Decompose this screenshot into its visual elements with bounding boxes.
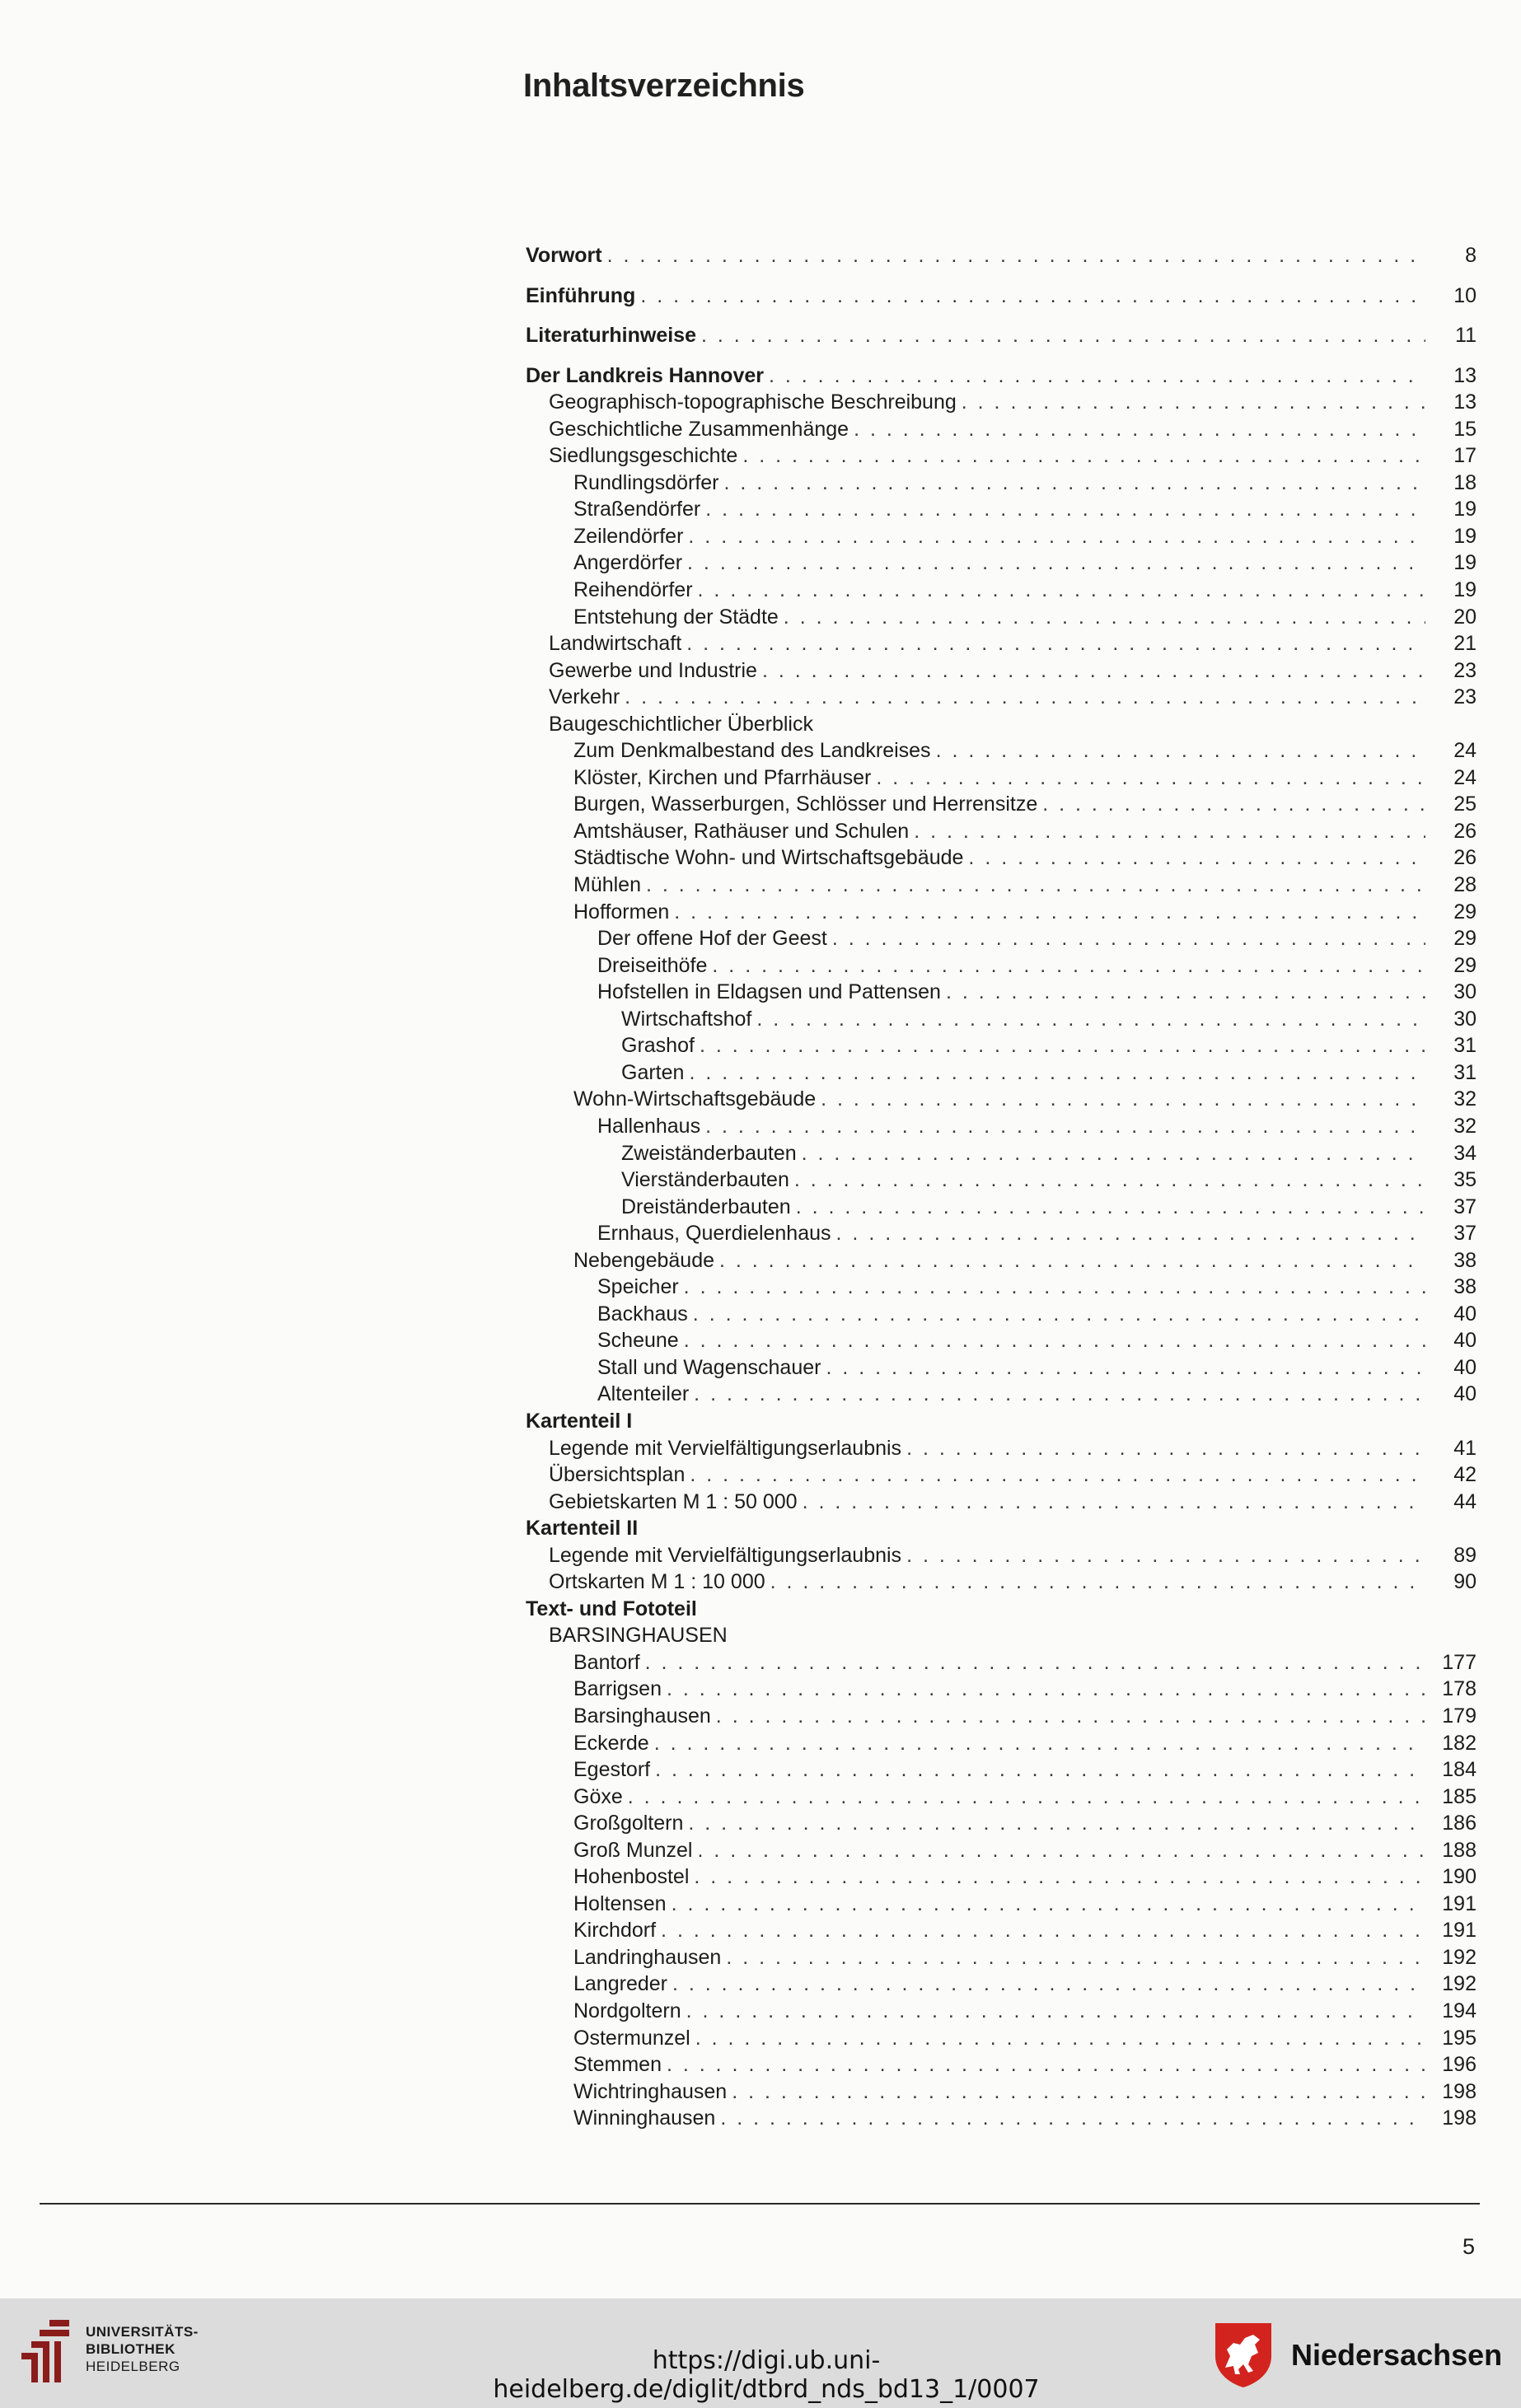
dot-leader: [689, 1059, 1425, 1087]
toc-entry-label: Angerdörfer: [573, 551, 683, 575]
toc-entry: [526, 242, 1477, 269]
toc-entry-page: 13: [1453, 363, 1477, 387]
dot-leader: [655, 1756, 1425, 1784]
dot-leader: [784, 604, 1425, 631]
toc-entry-page: 179: [1442, 1704, 1477, 1728]
dot-leader: [726, 1944, 1425, 1971]
dot-leader: [742, 442, 1425, 470]
toc-entry-page: 19: [1453, 578, 1477, 602]
toc-entry-page: 23: [1453, 658, 1477, 682]
toc-entry-page: 28: [1453, 873, 1477, 897]
toc-entry: [526, 2051, 1477, 2078]
dot-leader: [697, 1837, 1425, 1864]
dot-leader: [705, 496, 1425, 523]
toc-entry-page: 192: [1442, 1945, 1477, 1969]
toc-entry-label: Geschichtliche Zusammenhänge: [549, 417, 849, 441]
toc-entry-page: 30: [1453, 980, 1477, 1004]
toc-entry-label: Ernhaus, Querdielenhaus: [597, 1222, 831, 1246]
toc-entry-page: 34: [1453, 1141, 1477, 1165]
toc-entry-label: Text- und Fototeil: [526, 1597, 697, 1620]
lower-saxony-horse-icon[interactable]: [1212, 2320, 1275, 2389]
dot-leader: [690, 1461, 1425, 1489]
dot-leader: [661, 1917, 1425, 1944]
toc-entry: [526, 283, 1477, 310]
dot-leader: [968, 844, 1425, 872]
toc-entry: [526, 1167, 1477, 1194]
footer-rule: [40, 2203, 1480, 2205]
dot-leader: [946, 979, 1425, 1006]
toc-entry-label: Winninghausen: [573, 2106, 716, 2130]
toc-entry-page: 32: [1453, 1114, 1477, 1138]
dot-leader: [687, 549, 1425, 577]
toc-entry-page: 40: [1453, 1302, 1477, 1326]
toc-entry-label: Übersichtsplan: [549, 1463, 686, 1487]
toc-entry-label: Speicher: [597, 1275, 679, 1299]
toc-entry-page: 24: [1453, 765, 1477, 789]
toc-entry-page: 31: [1453, 1034, 1477, 1058]
dot-leader: [672, 1971, 1425, 1998]
toc-entry: [526, 2025, 1477, 2052]
table-of-contents: [526, 242, 1477, 2132]
toc-entry: [526, 1917, 1477, 1944]
toc-entry-page: 31: [1453, 1060, 1477, 1084]
toc-entry-page: 188: [1442, 1838, 1477, 1862]
toc-entry: [526, 1032, 1477, 1059]
toc-entry-label: Egestorf: [573, 1758, 651, 1782]
toc-entry-page: 191: [1442, 1891, 1477, 1915]
dot-leader: [802, 1140, 1425, 1167]
toc-entry-page: 24: [1453, 739, 1477, 763]
dot-leader: [732, 2078, 1425, 2106]
toc-entry: [526, 1596, 1477, 1623]
dot-leader: [962, 389, 1425, 416]
dot-leader: [654, 1730, 1425, 1757]
toc-entry-page: 30: [1453, 1007, 1477, 1031]
dot-leader: [876, 764, 1425, 792]
toc-entry-page: 10: [1453, 283, 1477, 307]
toc-entry: [526, 1703, 1477, 1730]
toc-entry: [526, 1408, 1477, 1435]
toc-entry: [526, 737, 1477, 764]
toc-entry: [526, 470, 1477, 497]
toc-entry-page: 40: [1453, 1382, 1477, 1406]
toc-entry-label: Garten: [621, 1060, 685, 1084]
toc-entry-page: 11: [1455, 324, 1477, 348]
toc-entry: [526, 1863, 1477, 1891]
toc-entry: [526, 604, 1477, 631]
toc-entry-page: 40: [1453, 1355, 1477, 1379]
toc-entry-page: 38: [1453, 1248, 1477, 1272]
toc-entry: [526, 549, 1477, 577]
toc-entry-label: Landringhausen: [573, 1945, 722, 1969]
toc-entry-label: Stall und Wagenschauer: [597, 1355, 821, 1379]
toc-entry-label: Dreiseithöfe: [597, 953, 708, 977]
dot-leader: [770, 1569, 1425, 1596]
toc-entry: [526, 1649, 1477, 1676]
toc-entry-label: Dreiständerbauten: [621, 1195, 791, 1218]
dot-leader: [836, 1220, 1425, 1247]
toc-entry-label: Ortskarten M 1 : 10 000: [549, 1570, 765, 1594]
dot-leader: [724, 470, 1426, 497]
toc-entry-page: 90: [1453, 1570, 1477, 1594]
toc-entry-page: 185: [1442, 1784, 1477, 1808]
toc-entry-page: 29: [1453, 953, 1477, 977]
toc-entry-label: Altenteiler: [597, 1382, 690, 1406]
toc-entry: [526, 1622, 1477, 1649]
dot-leader: [686, 1998, 1425, 2025]
toc-entry-page: 19: [1453, 551, 1477, 575]
toc-entry: [526, 389, 1477, 416]
dot-leader: [914, 818, 1425, 845]
toc-entry-label: Legende mit Vervielfältigungserlaubnis: [549, 1436, 902, 1460]
toc-entry: [526, 577, 1477, 604]
toc-entry-page: 19: [1453, 498, 1477, 521]
toc-entry-label: Legende mit Vervielfältigungserlaubnis: [549, 1543, 902, 1567]
dot-leader: [625, 684, 1425, 711]
toc-entry: [526, 1676, 1477, 1703]
toc-entry: [526, 979, 1477, 1006]
dot-leader: [1042, 791, 1425, 818]
toc-entry: [526, 684, 1477, 711]
toc-entry: [526, 1247, 1477, 1274]
toc-entry-page: 89: [1453, 1543, 1477, 1567]
toc-entry: [526, 523, 1477, 550]
toc-entry: [526, 1810, 1477, 1837]
toc-entry-label: Gewerbe und Industrie: [549, 658, 757, 682]
toc-entry-page: 184: [1442, 1758, 1477, 1782]
viewer-footer: [0, 2298, 1521, 2408]
toc-entry: [526, 1354, 1477, 1382]
toc-entry-label: Hofstellen in Eldagsen und Pattensen: [597, 980, 941, 1004]
toc-entry-page: 37: [1453, 1195, 1477, 1218]
toc-entry-label: Siedlungsgeschichte: [549, 444, 738, 468]
dot-leader: [762, 657, 1425, 685]
partner-name: Niedersachsen: [1291, 2338, 1503, 2372]
toc-entry: [526, 818, 1477, 845]
permalink-url[interactable]: https://digi.ub.uni-heidelberg.de/diglit/dtbrd_nds_bd13_1/0007: [493, 2346, 1040, 2404]
toc-entry: [526, 1756, 1477, 1784]
dot-leader: [684, 1327, 1425, 1354]
toc-entry-label: Hohenbostel: [573, 1865, 690, 1889]
toc-entry-label: Straßendörfer: [573, 498, 701, 521]
dot-leader: [756, 1006, 1425, 1033]
toc-entry-label: Zum Denkmalbestand des Landkreises: [573, 739, 931, 763]
toc-entry-label: Baugeschichtlicher Überblick: [549, 712, 813, 736]
dot-leader: [701, 322, 1425, 349]
toc-entry-label: Kartenteil II: [526, 1517, 639, 1541]
toc-entry-label: Bantorf: [573, 1650, 640, 1674]
dot-leader: [719, 1247, 1425, 1274]
toc-entry-page: 29: [1453, 900, 1477, 923]
toc-entry-label: Backhaus: [597, 1302, 688, 1326]
dot-leader: [684, 1274, 1425, 1301]
toc-entry: [526, 630, 1477, 657]
toc-entry-label: Barrigsen: [573, 1677, 662, 1701]
toc-entry: [526, 711, 1477, 738]
toc-entry-label: Literaturhinweise: [526, 324, 696, 348]
toc-entry-page: 178: [1442, 1677, 1477, 1701]
toc-entry-page: 198: [1442, 2079, 1477, 2103]
toc-entry: [526, 416, 1477, 443]
toc-entry: [526, 1274, 1477, 1301]
toc-entry-label: Städtische Wohn- und Wirtschaftsgebäude: [573, 846, 964, 870]
university-library-name: [86, 2323, 242, 2375]
dot-leader: [693, 1301, 1425, 1328]
library-name-line: HEIDELBERG: [86, 2359, 180, 2374]
toc-entry-label: Ostermunzel: [573, 2026, 690, 2050]
toc-entry-page: 182: [1442, 1731, 1477, 1755]
toc-entry: [526, 1837, 1477, 1864]
page-number: 5: [1462, 2234, 1475, 2259]
toc-entry: [526, 1220, 1477, 1247]
toc-entry-label: Wirtschaftshof: [621, 1007, 752, 1031]
toc-entry: [526, 1086, 1477, 1113]
toc-entry-label: Grashof: [621, 1034, 695, 1058]
toc-entry-page: 13: [1453, 390, 1477, 414]
toc-entry: [526, 791, 1477, 818]
toc-entry: [526, 1006, 1477, 1033]
dot-leader: [607, 242, 1425, 269]
toc-entry-label: Klöster, Kirchen und Pfarrhäuser: [573, 765, 872, 789]
library-name-line: UNIVERSITÄTS-: [86, 2324, 199, 2340]
toc-entry: [526, 1489, 1477, 1516]
toc-entry: [526, 657, 1477, 685]
toc-entry-page: 8: [1465, 244, 1477, 267]
toc-entry: [526, 1971, 1477, 1998]
toc-entry: [526, 1301, 1477, 1328]
toc-entry-page: 26: [1453, 846, 1477, 870]
toc-entry-label: Der offene Hof der Geest: [597, 927, 827, 951]
toc-entry: [526, 1891, 1477, 1918]
toc-entry-label: Langreder: [573, 1972, 667, 1996]
toc-entry-page: 23: [1453, 685, 1477, 709]
toc-entry: [526, 1569, 1477, 1596]
toc-entry-page: 177: [1442, 1650, 1477, 1674]
dot-leader: [694, 1381, 1425, 1408]
toc-entry-label: Groß Munzel: [573, 1838, 693, 1862]
toc-entry-label: Kirchdorf: [573, 1919, 657, 1943]
dot-leader: [821, 1086, 1425, 1113]
toc-entry: [526, 764, 1477, 792]
toc-entry-label: Landwirtschaft: [549, 632, 682, 656]
dot-leader: [712, 952, 1425, 980]
toc-entry-label: Göxe: [573, 1784, 623, 1808]
toc-entry-page: 29: [1453, 927, 1477, 951]
toc-entry-label: Scheune: [597, 1329, 679, 1353]
dot-leader: [672, 1891, 1425, 1918]
dot-leader: [640, 283, 1425, 310]
toc-entry-label: Vorwort: [526, 244, 602, 267]
toc-entry-page: 15: [1453, 417, 1477, 441]
toc-entry: [526, 1542, 1477, 1569]
toc-entry-label: Burgen, Wasserburgen, Schlösser und Herrensitze: [573, 793, 1038, 816]
toc-entry-page: 195: [1442, 2026, 1477, 2050]
dot-leader: [686, 630, 1425, 657]
toc-entry: [526, 1461, 1477, 1489]
toc-entry-label: Kartenteil I: [526, 1409, 633, 1433]
dot-leader: [667, 1676, 1425, 1703]
toc-entry: [526, 322, 1477, 349]
dot-leader: [803, 1489, 1425, 1516]
dot-leader: [906, 1435, 1425, 1462]
dot-leader: [646, 872, 1425, 899]
toc-entry-label: Zeilendörfer: [573, 524, 684, 548]
dot-leader: [720, 2105, 1425, 2132]
toc-entry-label: Wohn-Wirtschaftsgebäude: [573, 1087, 817, 1111]
toc-entry-label: Amtshäuser, Rathäuser und Schulen: [573, 819, 910, 843]
toc-entry-label: Verkehr: [549, 685, 620, 709]
toc-entry-label: Geographisch-topographische Beschreibung: [549, 390, 957, 414]
toc-entry-page: 21: [1453, 632, 1477, 656]
toc-entry: [526, 899, 1477, 926]
dot-leader: [906, 1542, 1425, 1569]
dot-leader: [688, 1810, 1425, 1837]
toc-entry-label: Holtensen: [573, 1891, 667, 1915]
toc-entry-label: Nordgoltern: [573, 1999, 681, 2022]
toc-entry-label: Barsinghausen: [573, 1704, 711, 1728]
toc-entry-label: Einführung: [526, 283, 636, 307]
toc-entry-page: 186: [1442, 1812, 1477, 1835]
toc-entry-page: 41: [1453, 1436, 1477, 1460]
toc-entry: [526, 952, 1477, 980]
toc-entry: [526, 1998, 1477, 2025]
toc-entry-label: Rundlingsdörfer: [573, 470, 719, 494]
dot-leader: [936, 737, 1425, 764]
toc-entry: [526, 1194, 1477, 1221]
dot-leader: [688, 523, 1425, 550]
toc-entry-label: Reihendörfer: [573, 578, 693, 602]
toc-entry-page: 196: [1442, 2053, 1477, 2077]
toc-entry-label: BARSINGHAUSEN: [549, 1624, 728, 1648]
toc-entry: [526, 1327, 1477, 1354]
dot-leader: [769, 362, 1425, 390]
toc-entry-label: Hofformen: [573, 900, 670, 923]
library-name-line: BIBLIOTHEK: [86, 2341, 176, 2357]
toc-entry: [526, 1059, 1477, 1087]
toc-entry: [526, 1381, 1477, 1408]
toc-entry-label: Nebengebäude: [573, 1248, 714, 1272]
toc-entry-page: 38: [1453, 1275, 1477, 1299]
toc-entry-page: 25: [1453, 793, 1477, 816]
toc-entry-page: 20: [1453, 605, 1477, 629]
toc-entry-page: 18: [1453, 470, 1477, 494]
dot-leader: [796, 1194, 1425, 1221]
toc-entry: [526, 2105, 1477, 2132]
toc-entry-label: Wichtringhausen: [573, 2079, 728, 2103]
university-library-logo-icon[interactable]: [16, 2317, 73, 2386]
toc-entry-label: Stemmen: [573, 2053, 662, 2077]
toc-entry: [526, 1784, 1477, 1811]
toc-entry-page: 19: [1453, 524, 1477, 548]
toc-entry-label: Zweiständerbauten: [621, 1141, 797, 1165]
toc-entry-page: 40: [1453, 1329, 1477, 1353]
toc-entry: [526, 1730, 1477, 1757]
toc-entry: [526, 442, 1477, 470]
toc-entry: [526, 1113, 1477, 1140]
page-title: Inhaltsverzeichnis: [523, 68, 805, 104]
toc-entry-page: 194: [1442, 1999, 1477, 2022]
toc-entry-label: Entstehung der Städte: [573, 605, 779, 629]
toc-entry: [526, 1944, 1477, 1971]
dot-leader: [826, 1354, 1425, 1382]
toc-entry-label: Vierständerbauten: [621, 1168, 789, 1192]
toc-entry-page: 190: [1442, 1865, 1477, 1889]
dot-leader: [705, 1113, 1425, 1140]
toc-entry-page: 26: [1453, 819, 1477, 843]
dot-leader: [700, 1032, 1425, 1059]
toc-entry: [526, 2078, 1477, 2106]
dot-leader: [667, 2051, 1425, 2078]
toc-entry-label: Mühlen: [573, 873, 641, 897]
toc-entry-label: Gebietskarten M 1 : 50 000: [549, 1489, 798, 1513]
dot-leader: [695, 2025, 1425, 2052]
toc-entry-label: Großgoltern: [573, 1812, 684, 1835]
toc-entry: [526, 872, 1477, 899]
dot-leader: [854, 416, 1425, 443]
toc-entry-page: 35: [1453, 1168, 1477, 1192]
dot-leader: [698, 577, 1425, 604]
toc-entry-page: 32: [1453, 1087, 1477, 1111]
dot-leader: [832, 925, 1425, 952]
toc-entry-page: 198: [1442, 2106, 1477, 2130]
toc-entry-label: Der Landkreis Hannover: [526, 363, 764, 387]
toc-entry-label: Hallenhaus: [597, 1114, 701, 1138]
toc-entry: [526, 844, 1477, 872]
toc-entry: [526, 925, 1477, 952]
dot-leader: [794, 1167, 1425, 1194]
dot-leader: [628, 1784, 1425, 1811]
toc-entry: [526, 362, 1477, 390]
toc-entry-page: 44: [1453, 1489, 1477, 1513]
dot-leader: [674, 899, 1425, 926]
dot-leader: [716, 1703, 1425, 1730]
toc-entry-page: 192: [1442, 1972, 1477, 1996]
toc-entry-page: 191: [1442, 1919, 1477, 1943]
toc-entry-page: 42: [1453, 1463, 1477, 1487]
toc-entry: [526, 496, 1477, 523]
dot-leader: [645, 1649, 1425, 1676]
toc-entry: [526, 1515, 1477, 1542]
dot-leader: [694, 1863, 1425, 1891]
toc-entry: [526, 1435, 1477, 1462]
toc-entry-page: 17: [1453, 444, 1477, 468]
toc-entry-label: Eckerde: [573, 1731, 649, 1755]
toc-entry: [526, 1140, 1477, 1167]
toc-entry-page: 37: [1453, 1222, 1477, 1246]
